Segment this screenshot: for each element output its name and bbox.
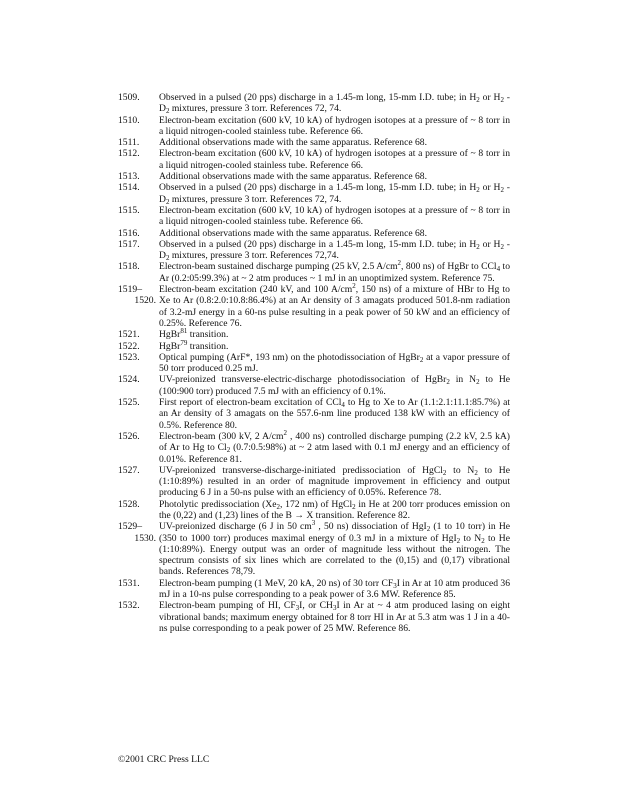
note-number: 1512. (118, 148, 140, 160)
note-number: 1529– (118, 521, 142, 533)
note-text: UV-preionized discharge (6 J in 50 $cm^3$ , 50 ns) dissociation of HgI$_2$ (1 to 10 torr) in He (350 to 1000 torr) produces maximal energy of 0.3 mJ in a mixture of HgI$_2$ to $N_2$ to He (1:10:89%). Energy output was an order of magnitude less without the nitrogen. The spectrum consists of six lines which are correlated to the (0,15) and (0,17) vibrational bands. References 78,79. (159, 519, 511, 578)
note-item (118, 352, 510, 375)
note-text: Electron-beam pumping (1 MeV, 20 kA, 20 ns) of 30 torr $CF_3I$ in Ar at 10 atm produced 36 mJ in a 10-ns pulse corresponding to a peak power of 3.6 MW. Reference 85. (159, 577, 511, 601)
note-item (118, 578, 510, 601)
note-item (118, 465, 510, 499)
note-number: 1522. (118, 340, 140, 352)
note-text: HgBr$^{81}$ transition. (159, 327, 229, 341)
note-text: Electron-beam sustained discharge pumping (25 kV, 2.5 $A/cm^2$, 800 ns) of HgBr to CCl$_4$ to Ar (0.2:05:99.3%) at ~ 2 atm produces ~ 1 mJ in an unoptimized system. Reference 75. (159, 259, 510, 284)
note-item (118, 205, 510, 228)
note-text: Additional observations made with the same apparatus. Reference 68. (159, 137, 428, 149)
note-text: Photolytic predissociation ($Xe_2$, 172 nm) of HgCl$_2$ in He at 200 torr produces emission on the (0,22) and (1,23) lines of the B → X transition. Reference 82. (159, 498, 510, 521)
note-number: 1511. (118, 137, 140, 149)
note-item (118, 182, 510, 205)
note-item (118, 397, 510, 431)
note-text: Electron-beam pumping of HI, $CF_3I$, or $CH_3I$ in Ar at ~ 4 atm produced lasing on eight vibrational bands; maximum energy obtained for 8 torr HI in Ar at 5.3 atm was 1 J in a 40-ns pulse corresponding to a peak power of 25 MW. Reference 86. (159, 600, 510, 634)
note-item (118, 284, 510, 329)
note-text: First report of electron-beam excitation of CCl$_4$ to Hg to Xe to Ar (1.1:2.1:11.1:85.7%) at an Ar density of 3 amagats on the 557.6-nm line produced 138 kW with an efficiency of 0.5%. Reference 80. (159, 397, 510, 431)
note-number: 1515. (118, 204, 140, 216)
note-item (118, 338, 510, 352)
note-text: Electron-beam excitation (240 kV, and 100 $A/cm^2$, 150 ns) of a mixture of HBr to Hg to Xe to Ar (0.8:2.0:10.8:86.4%) at an Ar density of 3 amagats produced 501.8-nm radiation of 3.2-mJ energy in a 60-ns pulse resulting in a peak power of 50 kW and an efficiency of 0.25%. Reference 76. (159, 282, 510, 329)
note-text: Electron-beam excitation (600 kV, 10 kA) of hydrogen isotopes at a pressure of ~ 8 torr in a liquid nitrogen-cooled stainless tube. Reference 66. (159, 204, 510, 228)
note-number-continued: 1530. (134, 532, 156, 544)
note-number: 1516. (118, 227, 140, 239)
note-item (118, 521, 510, 577)
note-item (118, 148, 510, 171)
note-item (118, 228, 510, 239)
note-text: Electron-beam (300 kV, 2 $A/cm^2$ , 400 ns) controlled discharge pumping (2.2 kV, 2.5 kA) of Ar to Hg to $Cl_2$ (0.7:0.5:98%) at ~ 2 atm lased with 0.1 mJ energy and an efficiency of 0.01%. Reference 81. (159, 428, 510, 465)
note-text: Additional observations made with the same apparatus. Reference 68. (159, 171, 428, 183)
note-item (118, 374, 510, 397)
note-text: Optical pumping (ArF*, 193 nm) on the photodissociation of HgBr$_2$ at a vapor pressure of 50 torr produced 0.25 mJ. (159, 351, 510, 375)
note-text: Observed in a pulsed (20 pps) discharge in a 1.45-m long, 15-mm I.D. tube; in $H_2$ or $H_2 - D_2$ mixtures, pressure 3 torr. References 72, 74. (159, 182, 511, 206)
note-number: 1519– (118, 284, 142, 296)
note-item (118, 499, 510, 522)
note-number-continued: 1520. (134, 295, 156, 307)
note-number: 1510. (118, 114, 140, 126)
note-number: 1521. (118, 329, 140, 341)
note-text: UV-preionized transverse-discharge-initiated predissociation of HgCl$_2$ to $N_2$ to He (1:10:89%) resulted in an order of magnitude improvement in efficiency and output producing 6 J in a 50-ns pulse with an efficiency of 0.05%. Reference 78. (159, 464, 510, 499)
note-text: Observed in a pulsed (20 pps) discharge in a 1.45-m long, 15-mm I.D. tube; in $H_2$ or $H_2 - D_2$ mixtures, pressure 3 torr. References 72, 74. (159, 92, 511, 116)
note-number: 1517. (118, 238, 140, 250)
note-item (118, 137, 510, 148)
note-number: 1525. (118, 397, 140, 409)
note-text: Electron-beam excitation (600 kV, 10 kA) of hydrogen isotopes at a pressure of ~ 8 torr in a liquid nitrogen-cooled stainless tube. Reference 66. (159, 114, 510, 137)
notes-list (118, 92, 510, 634)
note-text: UV-preionized transverse-electric-discharge photodissociation of HgBr$_2$ in $N_2$ to He (100:900 torr) produced 7.5 mJ with an efficiency of 0.1%. (159, 374, 511, 397)
note-number: 1509. (118, 92, 140, 103)
note-item (118, 239, 510, 262)
note-number: 1531. (118, 577, 140, 589)
note-item (118, 171, 510, 182)
note-number: 1514. (118, 182, 140, 194)
note-text: Additional observations made with the same apparatus. Reference 68. (159, 227, 428, 239)
note-number: 1528. (118, 498, 140, 510)
note-item (118, 600, 510, 634)
note-number: 1532. (118, 600, 140, 612)
note-number: 1527. (118, 464, 140, 476)
note-text: HgBr$^{79}$ transition. (159, 338, 229, 352)
note-item (118, 261, 510, 284)
note-number: 1513. (118, 171, 140, 183)
note-item (118, 329, 510, 340)
note-text: Observed in a pulsed (20 pps) discharge in a 1.45-m long, 15-mm I.D. tube; in $H_2$ or $H_2 - D_2$ mixtures, pressure 3 torr. References 72,74. (159, 238, 511, 263)
note-number: 1518. (118, 261, 140, 273)
note-item (118, 115, 510, 138)
note-number: 1526. (118, 430, 140, 442)
copyright-footer: ©2001 CRC Press LLC (118, 754, 210, 765)
note-number: 1523. (118, 351, 140, 363)
note-item (118, 92, 510, 115)
note-number: 1524. (118, 374, 140, 386)
note-text: Electron-beam excitation (600 kV, 10 kA) of hydrogen isotopes at a pressure of ~ 8 torr in a liquid nitrogen-cooled stainless tube. Reference 66. (159, 148, 510, 171)
note-item (118, 428, 510, 465)
